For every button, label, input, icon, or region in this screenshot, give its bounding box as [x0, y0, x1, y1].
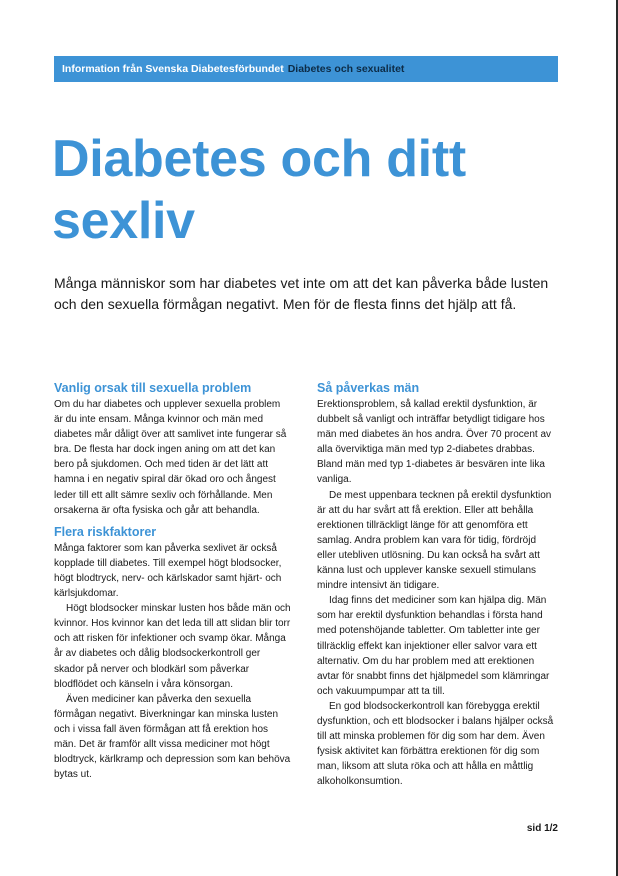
- left-column: [54, 379, 291, 782]
- paragraph: Erektionsproblem, så kallad erektil dysfunktion, är dubbelt så vanligt och inträffar betydligt tidigare hos män med diabetes än hos andra. Över 70 procent av alla överviktiga män med typ 2-diabetes drabbas. Bland män med typ 1-diabetes är besvären inte lika vanliga.: [317, 399, 552, 486]
- paragraph: Många faktorer som kan påverka sexlivet är också kopplade till diabetes. Till exempel högt blodsocker, högt blodtryck, nerv- och kärlskador samt hjärt- och kärlsjukdomar.: [54, 542, 282, 600]
- header-topic: Diabetes och sexualitet: [287, 63, 405, 75]
- paragraph: De mest uppenbara tecknen på erektil dysfunktion är att du har svårt att få erektion. Eller att behålla erektionen tillräckligt länge för att genomföra ett samlag. Andra problem kan vara för tidig, fördröjd eller utebliven utlösning. Du kan också ha svårt att känna lust och upplever kanske sexuell stimulans mindre intensivt än tidigare.: [317, 489, 552, 592]
- paragraph: En god blodsockerkontroll kan förebygga erektil dysfunktion, och ett blodsocker i balans hjälper också till att minska problemen för dig som har dem. Även fysisk aktivitet kan förbättra erektionen för dig som man, liksom att sluta röka och att hålla en måttlig alkoholkonsumtion.: [317, 700, 554, 788]
- header-bar: [54, 56, 558, 82]
- page-number: sid 1/2: [526, 823, 558, 834]
- header-org: Information från Svenska Diabetesförbundet: [62, 63, 284, 75]
- intro-paragraph: Många människor som har diabetes vet inte om att det kan påverka både lusten och den sexuella förmågan negativt. Men för de flesta finns det hjälp att få.: [54, 275, 549, 312]
- section-heading-men: Så påverkas män: [317, 381, 420, 395]
- section-heading-risk-factors: Flera riskfaktorer: [54, 524, 157, 539]
- paragraph: Även mediciner kan påverka den sexuella förmågan negativt. Biverkningar kan minska lusten och i vissa fall även förmågan att få erektion hos män. Det är framför allt vissa mediciner mot högt blodtryck, kärlkramp och depression som kan behöva bytas ut.: [54, 693, 291, 781]
- paragraph: Om du har diabetes och upplever sexuella problem är du inte ensam. Många kvinnor och män med diabetes mår dåligt över att samlivet inte fungerar så bra. De flesta har dock ingen aning om att det kan bero på sjukdomen. Och med tiden är det lätt att hamna i en negativ spiral där ökad oro och ångest leder till ett allt sämre sexliv och förhållande. Men orsakerna är ofta fysiska och går att behandla.: [54, 399, 287, 516]
- section-heading-common-cause: Vanlig orsak till sexuella problem: [54, 381, 252, 395]
- right-column: [317, 379, 554, 789]
- paragraph: Idag finns det mediciner som kan hjälpa dig. Män som har erektil dysfunktion behandlas i första hand med potenshöjande tabletter. Om tabletter inte ger tillräcklig effekt kan injektioner eller salvor vara ett alternativ. Om du har problem med att erektionen avtar för snabbt finns det hjälpmedel som klämringar och vakuumpumpar att ta till.: [317, 595, 550, 697]
- paragraph: Högt blodsocker minskar lusten hos både män och kvinnor. Hos kvinnor kan det leda till att slidan blir torr och att risken för infektioner och svamp ökar. Många år av diabetes och dålig blodsockerkontroll ger skador på nerver och blodkärl som påverkar blodflödet och känseln i våra könsorgan.: [54, 603, 291, 690]
- page-title: Diabetes och ditt sexliv: [52, 130, 466, 250]
